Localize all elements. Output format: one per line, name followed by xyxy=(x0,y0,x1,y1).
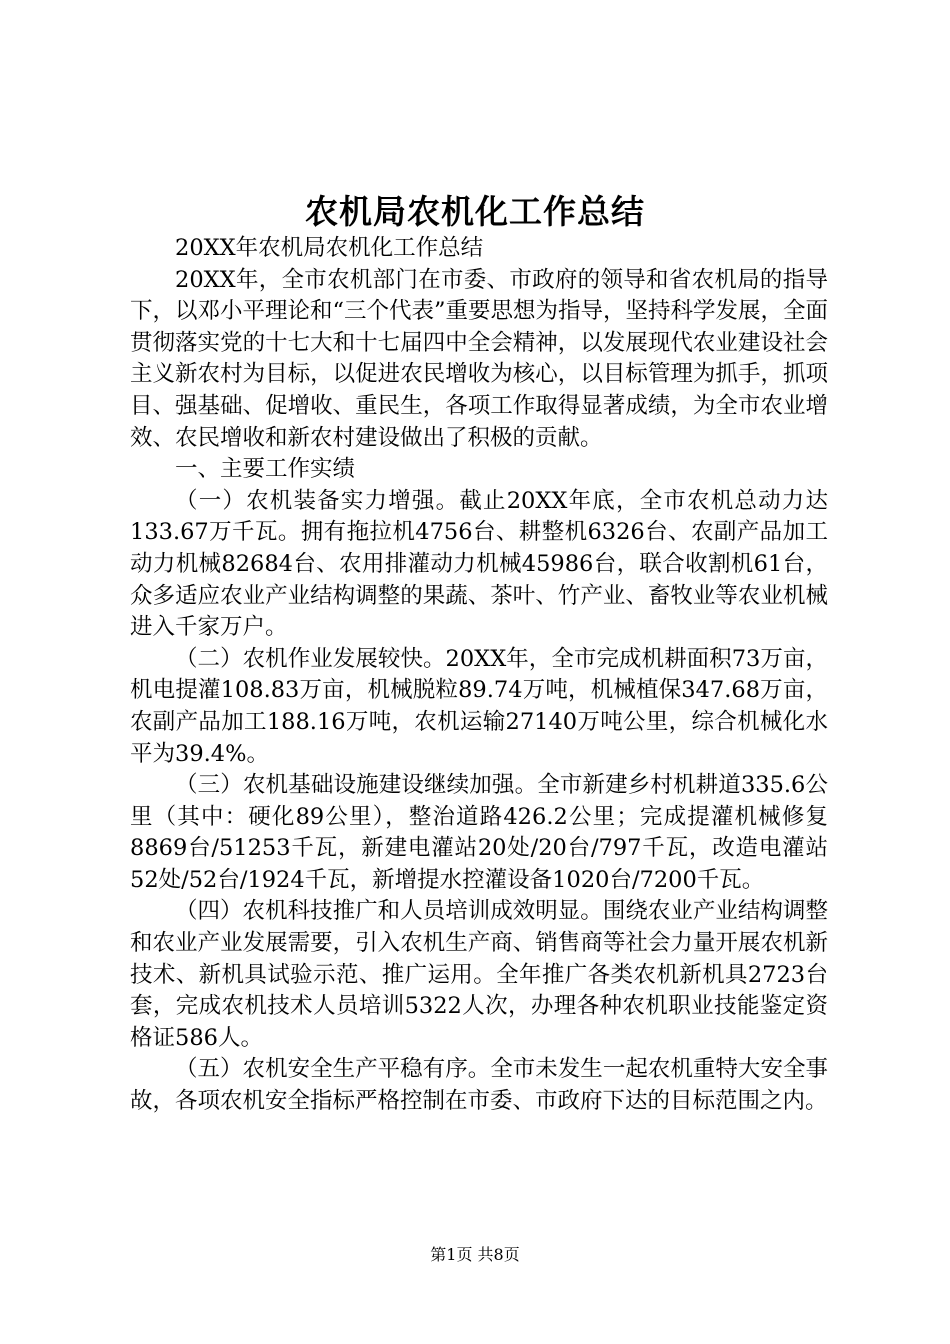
paragraph-item-3: （三）农机基础设施建设继续加强。全市新建乡村机耕道335.6公里（其中：硬化89公里），整治道路426.2公里；完成提灌机械修复8869台/51253千瓦，新建电灌站20处/20台/797千瓦，改造电灌站52处/52台/1924千瓦，新增提水控灌设备1020台/7200千瓦。 xyxy=(130,772,828,893)
page-footer: 第1页 共8页 xyxy=(430,1245,520,1264)
paragraph-item-4: （四）农机科技推广和人员培训成效明显。围绕农业产业结构调整和农业产业发展需要，引入农机生产商、销售商等社会力量开展农机新技术、新机具试验示范、推广运用。全年推广各类农机新机具2723台套，完成农机技术人员培训5322人次，办理各种农机职业技能鉴定资格证586人。 xyxy=(130,898,828,1051)
paragraph-subtitle: 20XX年农机局农机化工作总结 xyxy=(175,235,484,261)
paragraph-intro: 20XX年，全市农机部门在市委、市政府的领导和省农机局的指导下，以邓小平理论和“三个代表”重要思想为指导，坚持科学发展，全面贯彻落实党的十七大和十七届四中全会精神，以发展现代农业建设社会主义新农村为目标，以促进农民增收为核心，以目标管理为抓手，抓项目、强基础、促增收、重民生，各项工作取得显著成绩，为全市农业增效、农民增收和新农村建设做出了积极的贡献。 xyxy=(130,266,829,451)
paragraph-item-2: （二）农机作业发展较快。20XX年，全市完成机耕面积73万亩，机电提灌108.83万亩，机械脱粒89.74万吨，机械植保347.68万亩，农副产品加工188.16万吨，农机运输27140万吨公里，综合机械化水平为39.4%。 xyxy=(130,645,828,767)
document-body xyxy=(130,233,828,1118)
section-heading: 一、主要工作实绩 xyxy=(175,456,356,483)
paragraph-item-5: （五）农机安全生产平稳有序。全市未发生一起农机重特大安全事故，各项农机安全指标严格控制在市委、市政府下达的目标范围之内。 xyxy=(130,1056,828,1115)
document-title: 农机局农机化工作总结 xyxy=(305,192,645,231)
paragraph-item-1: （一）农机装备实力增强。截止20XX年底，全市农机总动力达133.67万千瓦。拥有拖拉机4756台、耕整机6326台、农副产品加工动力机械82684台、农用排灌动力机械45986台，联合收割机61台，众多适应农业产业结构调整的果蔬、茶叶、竹产业、畜牧业等农业机械进入千家万户。 xyxy=(130,487,828,641)
